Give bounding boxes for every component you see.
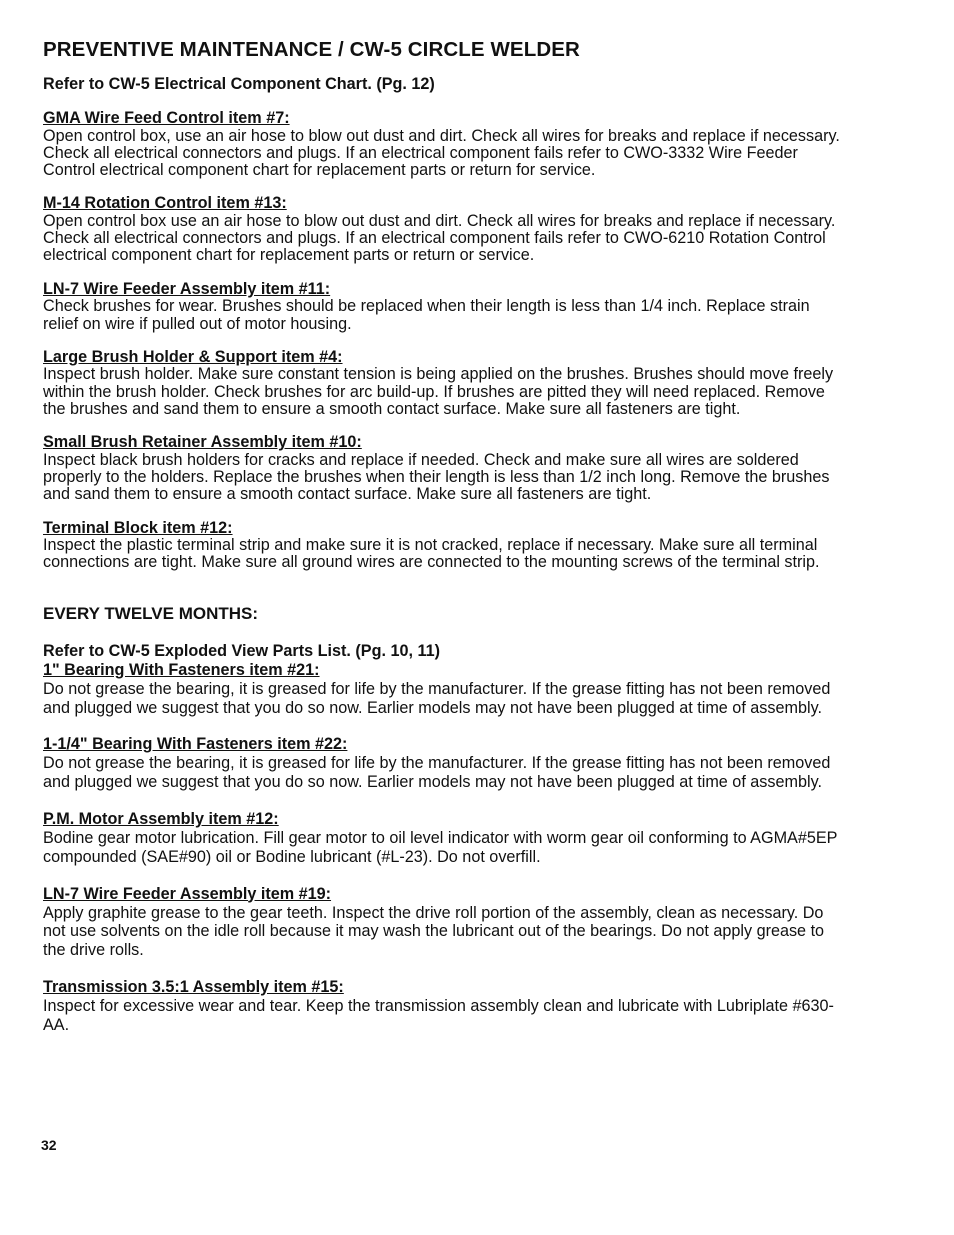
section-body: Inspect black brush holders for cracks and replace if needed. Check and make sure all wires are soldered properly to the holders. Replace the brushes when their length is less than 1/2 inch long. Remove the brushes and sand them to ensure a smooth contact surface. Make sure all fasteners are tight. bbox=[43, 450, 830, 504]
section-heading: Large Brush Holder & Support item #4: bbox=[43, 347, 343, 366]
section-1in-bearing bbox=[43, 661, 923, 718]
section-body: Bodine gear motor lubrication. Fill gear motor to oil level indicator with worm gear oil conforming to AGMA#5EP compounded (SAE#90) oil or Bodine lubricant (#L-23). Do not overfill. bbox=[43, 828, 838, 866]
page-title: PREVENTIVE MAINTENANCE / CW-5 CIRCLE WELDER bbox=[43, 38, 580, 61]
section-body: Do not grease the bearing, it is greased for life by the manufacturer. If the grease fitting has not been removed and plugged we suggest that you do so now. Earlier models may not have been plugged at time of assembly. bbox=[43, 679, 831, 717]
document-page bbox=[43, 36, 923, 1035]
section-small-brush-retainer bbox=[43, 434, 923, 503]
electrical-chart-reference: Refer to CW-5 Electrical Component Chart. (Pg. 12) bbox=[43, 75, 435, 93]
section-heading: Transmission 3.5:1 Assembly item #15: bbox=[43, 977, 344, 996]
section-heading: P.M. Motor Assembly item #12: bbox=[43, 809, 279, 828]
section-1-1-4in-bearing bbox=[43, 735, 923, 792]
section-heading: GMA Wire Feed Control item #7: bbox=[43, 109, 290, 127]
twelve-month-sections bbox=[43, 642, 923, 1035]
section-terminal-block bbox=[43, 520, 923, 572]
exploded-view-reference: Refer to CW-5 Exploded View Parts List. (Pg. 10, 11) bbox=[43, 641, 440, 660]
section-transmission bbox=[43, 978, 923, 1035]
section-heading: M-14 Rotation Control item #13: bbox=[43, 194, 287, 213]
section-body: Inspect brush holder. Make sure constant tension is being applied on the brushes. Brushes should move freely within the brush holder. Check brushes for arc build-up. If brushes are pitted they will need replaced. Remove the brushes and sand them to ensure a smooth contact surface. Make sure all fasteners are tight. bbox=[43, 365, 834, 418]
section-pm-motor bbox=[43, 810, 923, 867]
section-m14-rotation-control bbox=[43, 195, 923, 264]
section-ln7-wire-feeder bbox=[43, 281, 923, 333]
section-body: Check brushes for wear. Brushes should be replaced when their length is less than 1/4 inch. Replace strain relief on wire if pulled out of motor housing. bbox=[43, 297, 810, 333]
section-heading: LN-7 Wire Feeder Assembly item #19: bbox=[43, 884, 332, 903]
section-heading: 1-1/4" Bearing With Fasteners item #22: bbox=[43, 735, 348, 754]
electrical-sections bbox=[43, 110, 923, 572]
section-body: Open control box, use an air hose to blow out dust and dirt. Check all wires for breaks and replace if necessary. Check all electrical connectors and plugs. If an electrical component fails refer to CWO-3332 Wire Feeder Control electrical component chart for replacement parts or return for service. bbox=[43, 126, 840, 180]
section-heading: Terminal Block item #12: bbox=[43, 518, 233, 537]
every-twelve-months-heading: EVERY TWELVE MONTHS: bbox=[43, 603, 259, 623]
section-body: Inspect for excessive wear and tear. Keep the transmission assembly clean and lubricate with Lubriplate #630-AA. bbox=[43, 996, 834, 1034]
page-number: 32 bbox=[41, 1137, 57, 1153]
section-heading: LN-7 Wire Feeder Assembly item #11: bbox=[43, 279, 331, 298]
section-ln7-wire-feeder-19 bbox=[43, 885, 923, 960]
section-gma-wire-feed-control bbox=[43, 110, 923, 179]
section-body: Inspect the plastic terminal strip and make sure it is not cracked, replace if necessary. Make sure all terminal connections are tight. Make sure all ground wires are connected to the mounting screws of the terminal strip. bbox=[43, 536, 820, 572]
section-body: Apply graphite grease to the gear teeth. Inspect the drive roll portion of the assembly, clean as necessary. Do not use solvents on the idle roll because it may wash the lubricant out of the bearings. Do not apply grease to the drive rolls. bbox=[43, 903, 825, 960]
section-body: Open control box use an air hose to blow out dust and dirt. Check all wires for breaks and replace if necessary. Check all electrical connectors and plugs. If an electrical component fails refer to CWO-6210 Rotation Control electrical component chart for replacement parts or return or service. bbox=[43, 211, 836, 265]
section-heading: Small Brush Retainer Assembly item #10: bbox=[43, 433, 362, 452]
section-body: Do not grease the bearing, it is greased for life by the manufacturer. If the grease fitting has not been removed and plugged we suggest that you do so now. Earlier models may not have been plugged at time of assembly. bbox=[43, 754, 831, 792]
section-heading: 1" Bearing With Fasteners item #21: bbox=[43, 660, 320, 679]
section-large-brush-holder bbox=[43, 349, 923, 418]
